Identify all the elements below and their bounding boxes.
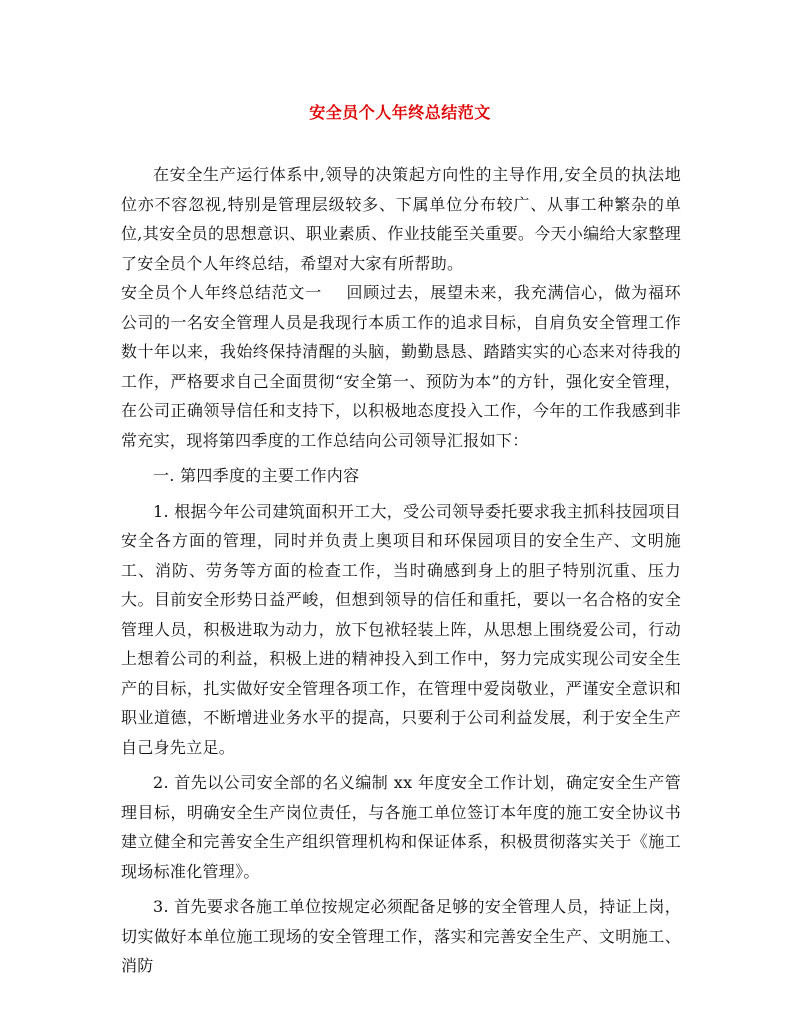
- section-text: 回顾过去，展望未来，我充满信心，做为福环公司的一名安全管理人员是我现行本质工作的追求目标，自肩负安全管理工作数十年以来，我始终保持清醒的头脑，勤勤恳恳、踏踏实实的心态来对待我的工作，严格要求自己全面贯彻“安全第一、预防为本”的方针，强化安全管理，在公司正确领导信任和支持下，以积极地态度投入工作，今年的工作我感到非常充实，现将第四季度的工作总结向公司领导汇报如下：: [121, 283, 681, 450]
- subheading: 一. 第四季度的主要工作内容: [153, 466, 360, 485]
- list-item-2: 2. 首先以公司安全部的名义编制 xx 年度安全工作计划，确定安全生产管理目标，明确安全生产岗位责任，与各施工单位签订本年度的施工安全协议书建立健全和完善安全生产组织管理机构和保证体系，积极贯彻落实关于《施工现场标准化管理》。: [121, 773, 681, 881]
- intro-paragraph: 在安全生产运行体系中,领导的决策起方向性的主导作用,安全员的执法地位亦不容忽视,特别是管理层级较多、下属单位分布较广、从事工种繁杂的单位,其安全员的思想意识、职业素质、作业技能至关重要。今天小编给大家整理了安全员个人年终总结，希望对大家有所帮助。: [121, 165, 681, 273]
- list-item-1: 1. 根据今年公司建筑面积开工大，受公司领导委托要求我主抓科技园项目安全各方面的管理，同时并负责上奥项目和环保园项目的安全生产、文明施工、消防、劳务等方面的检查工作，当时确感到身上的胆子特别沉重、压力大。目前安全形势日益严峻，但想到领导的信任和重托，要以一名合格的安全管理人员，积极进取为动力，放下包袱轻装上阵，从思想上围绕爱公司，行动上想着公司的利益，积极上进的精神投入到工作中，努力完成实现公司安全生产的目标，扎实做好安全管理各项工作，在管理中爱岗敬业，严谨安全意识和职业道德，不断增进业务水平的提高，只要利于公司利益发展，利于安全生产自己身先立足。: [121, 501, 681, 757]
- section-label: 安全员个人年终总结范文一: [121, 283, 322, 302]
- document-title: 安全员个人年终总结范文: [309, 103, 491, 122]
- section-paragraph: [121, 278, 681, 455]
- list-item-3: 3. 首先要求各施工单位按规定必须配备足够的安全管理人员，持证上岗，切实做好本单位施工现场的安全管理工作，落实和完善安全生产、文明施工、消防: [121, 897, 681, 975]
- document-body: [121, 160, 681, 981]
